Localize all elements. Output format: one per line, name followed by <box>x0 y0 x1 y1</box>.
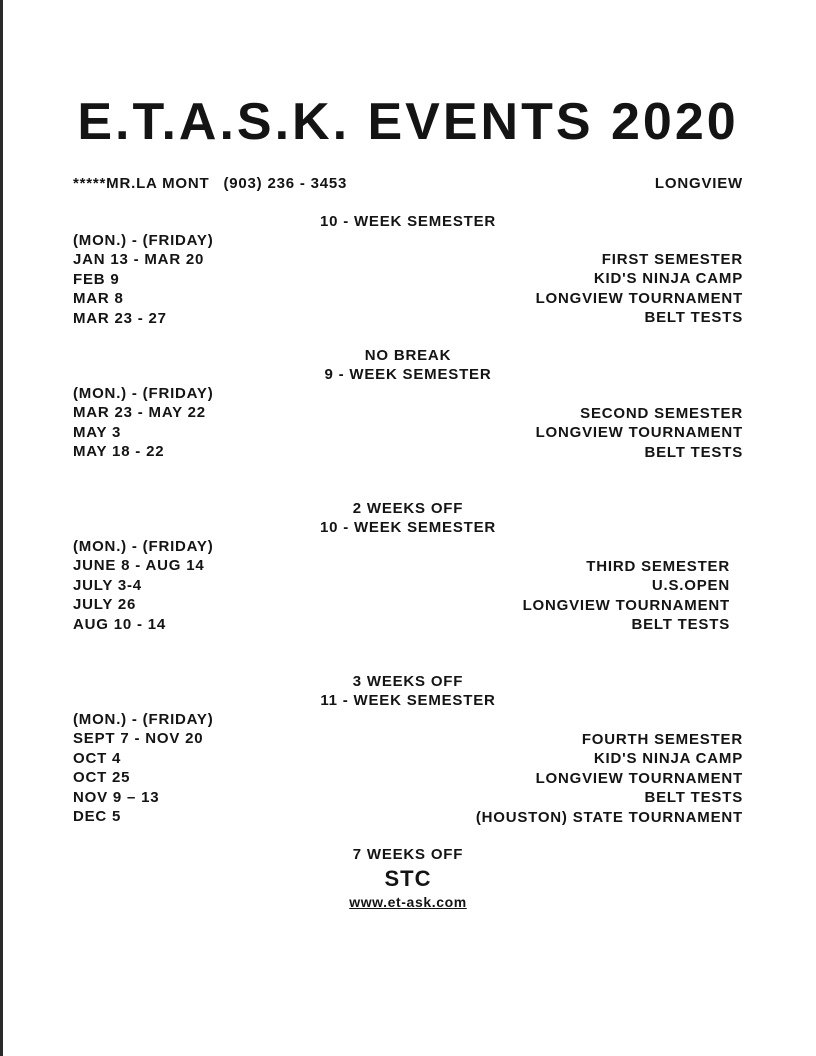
event-line: LONGVIEW TOURNAMENT <box>535 424 743 442</box>
date-line: (MON.) - (FRIDAY) <box>73 711 214 728</box>
header-line: 3 WEEKS OFF <box>352 673 464 690</box>
date-line: OCT 4 <box>73 749 122 767</box>
contact-line <box>73 174 347 193</box>
semester-2-header <box>308 346 508 385</box>
event-line: KID'S NINJA CAMP <box>593 270 743 288</box>
contact-name: *****MR.LA MONT <box>73 175 210 192</box>
event-line: LONGVIEW TOURNAMENT <box>535 769 743 787</box>
event-line: SECOND SEMESTER <box>580 405 743 422</box>
semester-2-events <box>536 404 743 462</box>
semester-1-header <box>308 212 508 231</box>
page-title: E.T.A.S.K. EVENTS 2020 <box>77 93 739 151</box>
date-line: AUG 10 - 14 <box>73 615 166 633</box>
event-line: BELT TESTS <box>644 789 743 807</box>
event-line: BELT TESTS <box>631 616 730 634</box>
date-line: MAR 23 - 27 <box>73 309 167 327</box>
website-link[interactable]: www.et-ask.com <box>349 894 467 910</box>
semester-4-dates <box>73 710 214 826</box>
event-line: KID'S NINJA CAMP <box>593 750 743 768</box>
semester-1-events <box>536 250 743 328</box>
header-line: 10 - WEEK SEMESTER <box>319 213 497 230</box>
semester-3-header <box>308 499 508 538</box>
date-line: JUNE 8 - AUG 14 <box>73 557 205 575</box>
header-line: 2 WEEKS OFF <box>352 500 464 517</box>
event-line: LONGVIEW TOURNAMENT <box>522 596 730 614</box>
date-line: NOV 9 – 13 <box>73 788 160 806</box>
website-row <box>0 894 816 910</box>
header-line: NO BREAK <box>364 347 452 364</box>
date-line: DEC 5 <box>73 807 122 825</box>
header-line: 11 - WEEK SEMESTER <box>320 692 496 710</box>
header-line: 10 - WEEK SEMESTER <box>319 519 497 537</box>
date-line: OCT 25 <box>73 769 131 787</box>
event-line: THIRD SEMESTER <box>586 558 730 575</box>
date-line: MAY 18 - 22 <box>73 443 165 461</box>
date-line: (MON.) - (FRIDAY) <box>73 385 214 402</box>
semester-1-dates <box>73 231 214 328</box>
event-line: BELT TESTS <box>644 443 743 461</box>
semester-3-events <box>523 557 730 635</box>
semester-4-header <box>308 672 508 711</box>
header-line: 9 - WEEK SEMESTER <box>324 366 492 384</box>
date-line: JAN 13 - MAR 20 <box>73 251 205 269</box>
event-line: FOURTH SEMESTER <box>581 731 743 748</box>
footer-weeks-off <box>308 845 508 864</box>
date-line: (MON.) - (FRIDAY) <box>73 538 214 555</box>
header-line: 7 WEEKS OFF <box>352 846 464 863</box>
semester-2-dates <box>73 384 214 462</box>
city-label: LONGVIEW <box>654 175 743 192</box>
date-line: JULY 3-4 <box>73 576 142 594</box>
event-line: LONGVIEW TOURNAMENT <box>535 289 743 307</box>
date-line: MAR 23 - MAY 22 <box>73 404 206 422</box>
event-line: FIRST SEMESTER <box>601 251 743 268</box>
contact-phone: (903) 236 - 3453 <box>223 175 348 192</box>
date-line: MAY 3 <box>73 423 122 441</box>
event-line: BELT TESTS <box>644 309 743 327</box>
date-line: (MON.) - (FRIDAY) <box>73 232 214 249</box>
date-line: SEPT 7 - NOV 20 <box>73 730 204 748</box>
date-line: MAR 8 <box>73 290 124 308</box>
date-line: JULY 26 <box>73 596 137 614</box>
semester-3-dates <box>73 537 214 634</box>
event-line: U.S.OPEN <box>651 577 730 595</box>
date-line: FEB 9 <box>73 270 120 288</box>
stc-label: STC <box>384 866 432 891</box>
event-line: (HOUSTON) STATE TOURNAMENT <box>475 808 743 826</box>
semester-4-events <box>476 730 743 827</box>
